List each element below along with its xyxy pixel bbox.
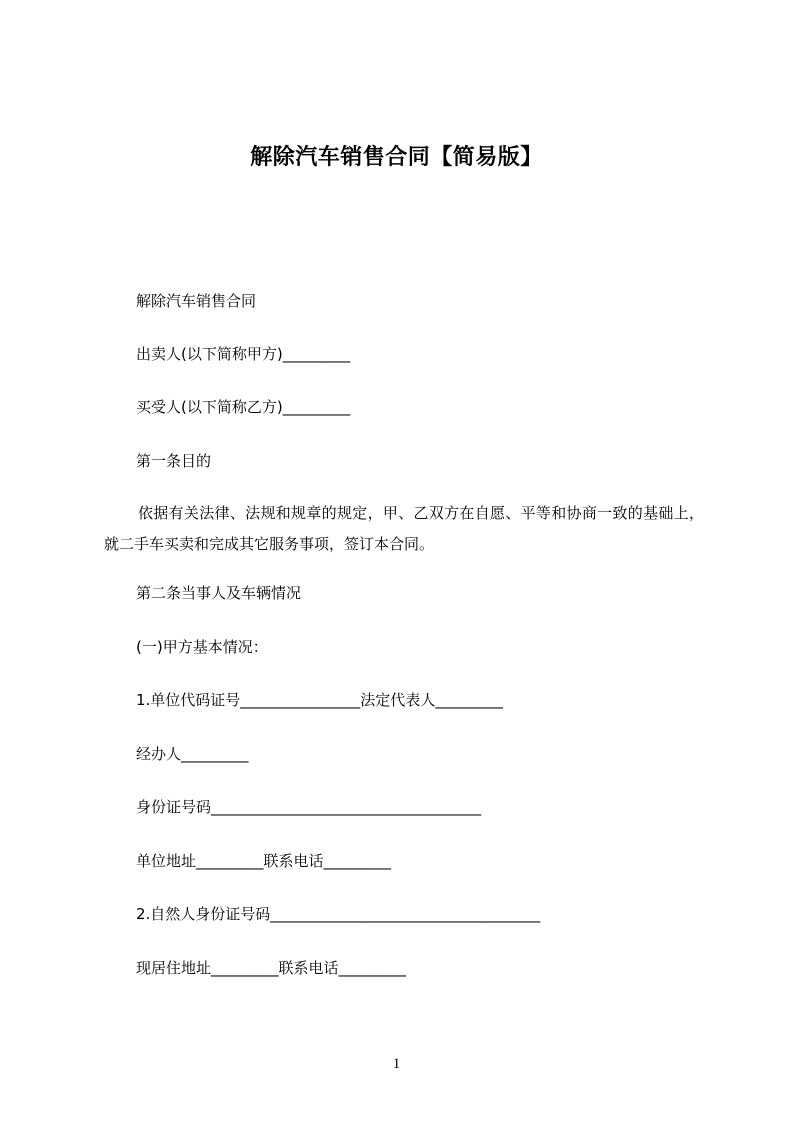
article-2-heading: 第二条当事人及车辆情况 [136,584,302,602]
buyer-line: 买受人(以下简称乙方)_________ [136,398,351,416]
page-number: 1 [392,1056,401,1072]
id-number-line: 身份证号码____________________________________ [136,798,482,816]
article-1-heading: 第一条目的 [136,452,212,470]
handler-line: 经办人_________ [136,745,249,763]
org-code-line: 1.单位代码证号________________法定代表人_________ [136,691,503,709]
article-1-body: 依据有关法律、法规和规章的规定，甲、乙双方在自愿、平等和协商一致的基础上，就二手车买卖和完成其它服务事项，签订本合同。 [104,504,704,553]
company-address-line: 单位地址_________联系电话_________ [136,852,392,870]
contract-heading: 解除汽车销售合同 [136,292,257,310]
residence-address-line: 现居住地址_________联系电话_________ [136,959,407,977]
natural-person-id-line: 2.自然人身份证号码____________________________________ [136,905,541,923]
seller-line: 出卖人(以下简称甲方)_________ [136,345,351,363]
party-a-section-heading: (一)甲方基本情况： [136,638,268,656]
document-title: 解除汽车销售合同【简易版】 [250,145,543,170]
